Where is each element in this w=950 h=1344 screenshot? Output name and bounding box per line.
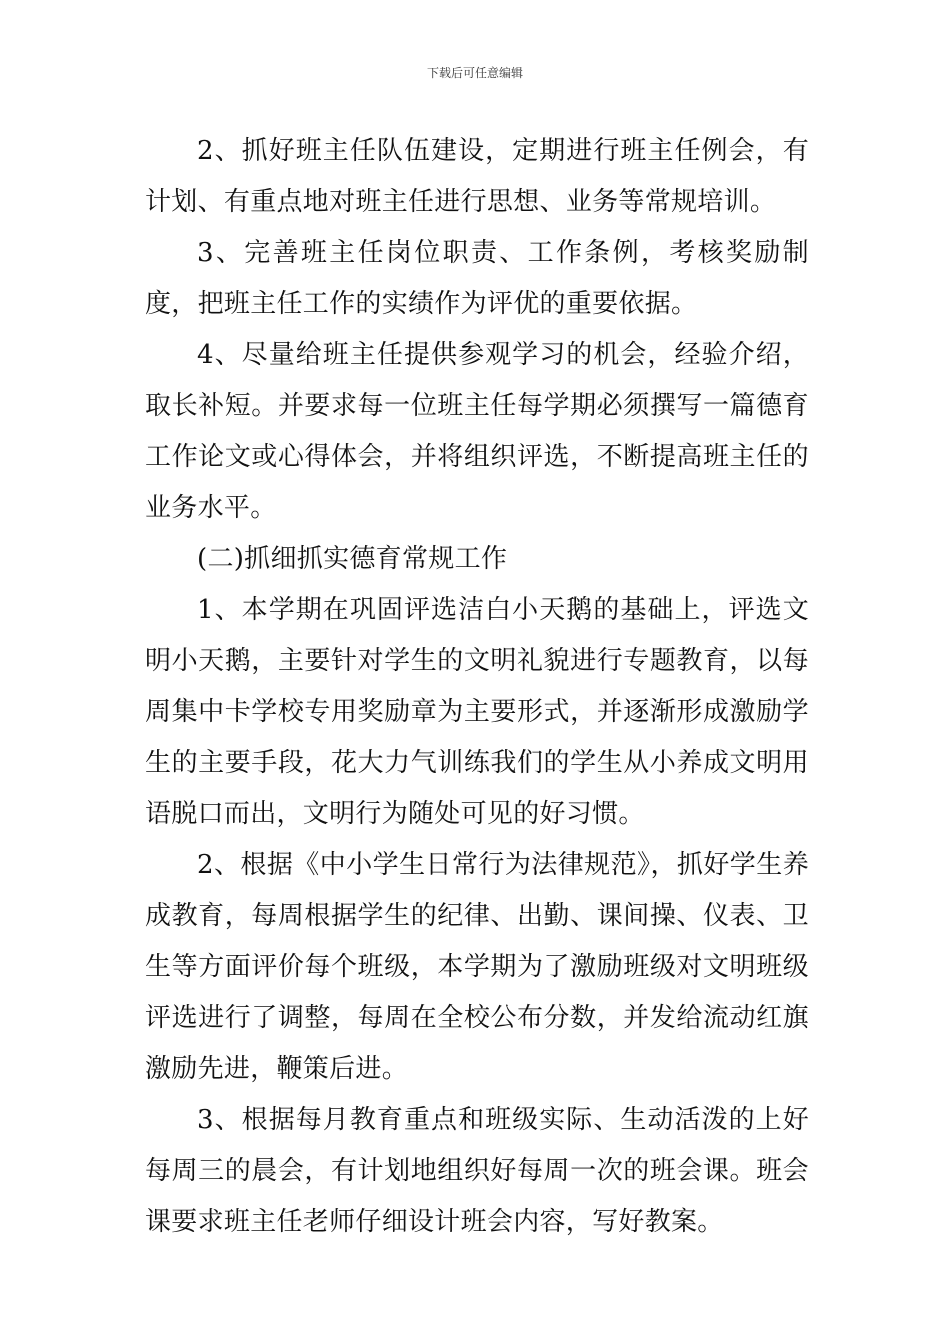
- page-header-note: 下载后可任意编辑: [426, 66, 523, 80]
- document-body: [145, 126, 809, 1248]
- paragraph-item-4-study-visits: 4、尽量给班主任提供参观学习的机会，经验介绍，取长补短。并要求每一位班主任每学期必须撰写一篇德育工作论文或心得体会，并将组织评选，不断提高班主任的业务水平。: [145, 340, 809, 523]
- paragraph-item-3-job-duties: 3、完善班主任岗位职责、工作条例，考核奖励制度，把班主任工作的实绩作为评优的重要依据。: [145, 238, 809, 319]
- paragraph-item-2-behavior-norms: 2、根据《中小学生日常行为法律规范》，抓好学生养成教育，每周根据学生的纪律、出勤、课间操、仪表、卫生等方面评价每个班级，本学期为了激励班级对文明班级评选进行了调整，每周在全校公布分数，并发给流动红旗激励先进，鞭策后进。: [145, 850, 809, 1084]
- paragraph-item-2-class-teacher-team: 2、抓好班主任队伍建设，定期进行班主任例会，有计划、有重点地对班主任进行思想、业务等常规培训。: [145, 136, 809, 217]
- section-heading-moral-education-routine: (二)抓细抓实德育常规工作: [197, 544, 508, 574]
- paragraph-item-3-morning-meeting: 3、根据每月教育重点和班级实际、生动活泼的上好每周三的晨会，有计划地组织好每周一次的班会课。班会课要求班主任老师仔细设计班会内容，写好教案。: [145, 1105, 809, 1237]
- paragraph-item-1-civilized-swan: 1、本学期在巩固评选洁白小天鹅的基础上，评选文明小天鹅，主要针对学生的文明礼貌进行专题教育，以每周集中卡学校专用奖励章为主要形式，并逐渐形成激励学生的主要手段，花大力气训练我们的学生从小养成文明用语脱口而出，文明行为随处可见的好习惯。: [145, 595, 809, 829]
